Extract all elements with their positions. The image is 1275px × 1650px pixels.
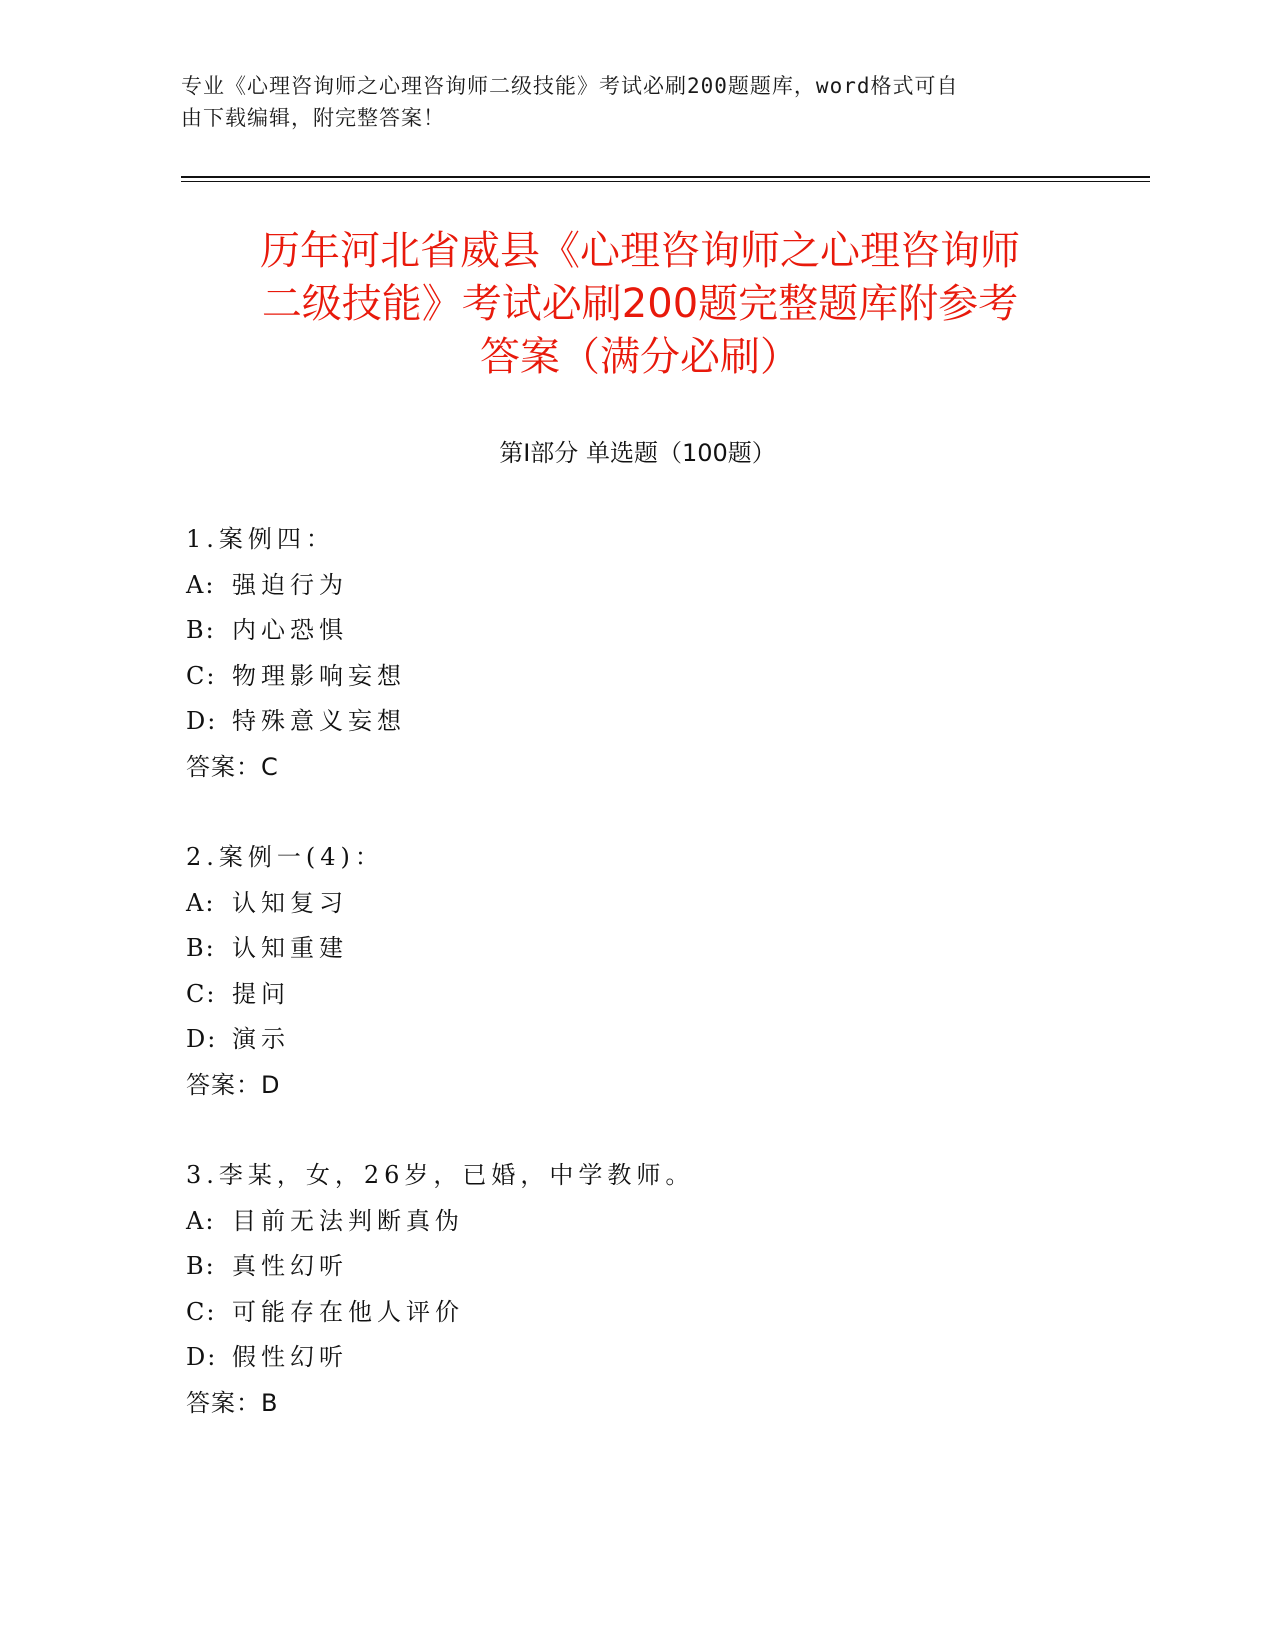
option-text: 强迫行为: [232, 570, 348, 599]
option-letter: C:: [186, 1297, 217, 1326]
option-letter: B:: [186, 934, 216, 962]
answer-line: 答案：D: [186, 1070, 281, 1099]
option-d: [186, 1335, 1086, 1381]
option-text: 真性幻听: [232, 1252, 348, 1280]
option-text: 目前无法判断真伪: [232, 1206, 464, 1235]
question-stem: 3.李某，女，26岁，已婚，中学教师。: [186, 1161, 695, 1189]
answer-line: 答案：C: [186, 752, 279, 781]
option-text: 认知复习: [232, 888, 348, 917]
header-divider-thick: [181, 176, 1150, 178]
option-letter: C:: [186, 661, 217, 690]
header-note-line-2: 由下载编辑，附完整答案！: [181, 106, 445, 130]
option-text: 假性幻听: [232, 1343, 348, 1371]
option-letter: C:: [186, 979, 217, 1008]
question-2: [186, 835, 1086, 1108]
section-heading: 第I部分 单选题（100题）: [499, 439, 776, 467]
option-letter: D:: [186, 707, 218, 735]
document-title-line-2: 二级技能》考试必刷200题完整题库附参考: [261, 281, 1019, 327]
option-letter: D:: [186, 1343, 218, 1371]
option-b: [186, 926, 1086, 972]
option-d: [186, 699, 1086, 745]
header-note: [181, 70, 1061, 134]
option-b: [186, 1244, 1086, 1290]
option-text: 可能存在他人评价: [232, 1297, 464, 1326]
option-letter: B:: [186, 616, 216, 644]
option-c: [186, 972, 1086, 1018]
option-a: [186, 881, 1086, 927]
option-d: [186, 1017, 1086, 1063]
document-title-line-3: 答案（满分必刷）: [480, 334, 800, 380]
option-letter: D:: [186, 1025, 218, 1053]
option-letter: A:: [186, 570, 216, 599]
option-letter: A:: [186, 1206, 216, 1235]
header-divider-thin: [181, 181, 1150, 182]
option-text: 内心恐惧: [232, 616, 348, 644]
option-a: [186, 1199, 1086, 1245]
answer-line: 答案：B: [186, 1388, 279, 1417]
document-title-line-1: 历年河北省威县《心理咨询师之心理咨询师: [260, 228, 1020, 274]
option-text: 认知重建: [232, 934, 348, 962]
question-stem: 2.案例一(4)：: [186, 843, 384, 871]
option-text: 提问: [232, 979, 290, 1008]
document-title: [160, 225, 1120, 384]
question-stem: 1.案例四：: [186, 525, 335, 553]
option-c: [186, 1290, 1086, 1336]
question-3: [186, 1153, 1086, 1426]
option-text: 演示: [232, 1025, 290, 1053]
question-1: [186, 517, 1086, 790]
option-b: [186, 608, 1086, 654]
option-text: 特殊意义妄想: [232, 707, 406, 735]
option-letter: B:: [186, 1252, 216, 1280]
option-letter: A:: [186, 888, 216, 917]
header-note-line-1: 专业《心理咨询师之心理咨询师二级技能》考试必刷200题题库，word格式可自: [181, 74, 959, 98]
option-a: [186, 563, 1086, 609]
option-c: [186, 654, 1086, 700]
option-text: 物理影响妄想: [232, 661, 406, 690]
